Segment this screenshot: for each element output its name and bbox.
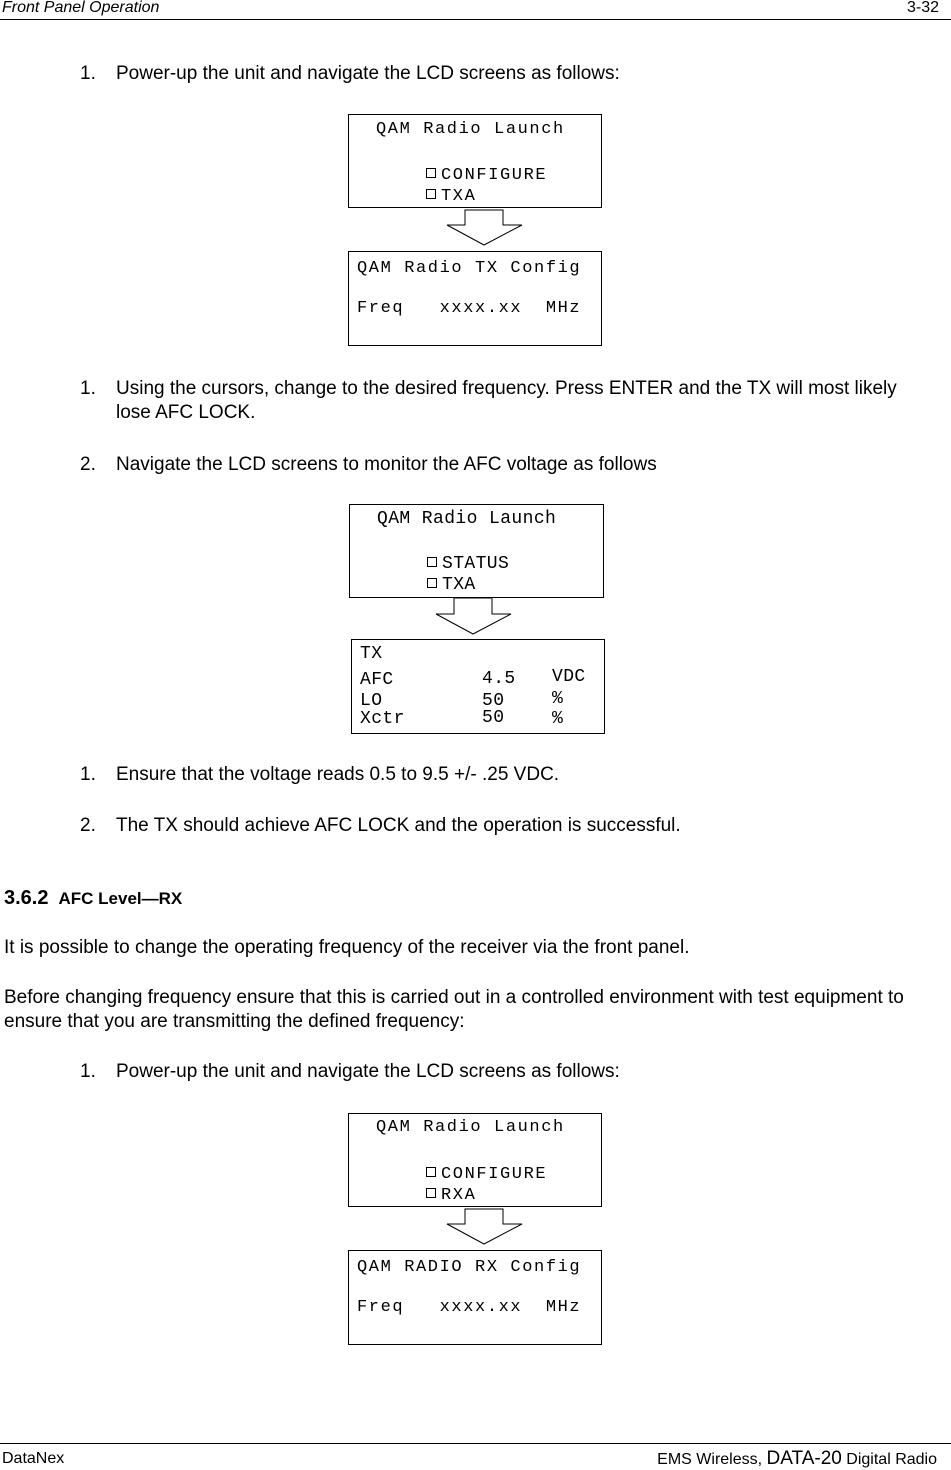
checkbox-icon (426, 168, 436, 178)
lcd-title: QAM Radio Launch (376, 120, 565, 139)
lcd-tx-config (348, 251, 602, 346)
header-rule (0, 19, 951, 20)
lcd-launch-rx (348, 1113, 602, 1207)
section-number: 3.6.2 (4, 887, 49, 909)
list-number: 1. (80, 1061, 96, 1082)
footer-product: EMS Wireless, DATA-20 Digital Radio (657, 1448, 937, 1469)
checkbox-icon (427, 578, 437, 588)
lcd-option-configure: CONFIGURE (426, 1166, 547, 1184)
lcd-row-value: 4.5 (482, 669, 516, 689)
list-number: 2. (80, 815, 96, 836)
lcd-launch-tx (348, 114, 602, 208)
lcd-title: QAM Radio Launch (377, 509, 557, 529)
body-paragraph: Before changing frequency ensure that this is carried out in a controlled environment with test equipment to ensure that you are transmitting the defined frequency: (4, 987, 904, 1032)
lcd-row-label: Xctr (360, 709, 405, 729)
lcd-row-unit: VDC (552, 667, 586, 687)
lcd-row-unit: % (552, 689, 564, 709)
checkbox-icon (426, 1188, 436, 1198)
body-paragraph: It is possible to change the operating frequency of the receiver via the front panel. (4, 937, 690, 958)
list-number: 1. (80, 378, 96, 399)
lcd-row-value: 50 (482, 708, 505, 728)
list-number: 1. (80, 63, 96, 84)
lcd-tx-status (351, 639, 605, 734)
section-title: AFC Level—RX (58, 889, 183, 908)
down-arrow-icon (445, 209, 525, 247)
list-number: 1. (80, 764, 96, 785)
list-text: Using the cursors, change to the desired frequency. Press ENTER and the TX will most likely lose AFC LOCK. (116, 378, 897, 423)
down-arrow-icon (434, 597, 514, 637)
list-text: Power-up the unit and navigate the LCD screens as follows: (116, 1061, 620, 1082)
checkbox-icon (427, 557, 437, 567)
footer-rule (0, 1443, 951, 1444)
lcd-row-label: LO (360, 691, 383, 711)
lcd-row-value: 50 (482, 691, 505, 711)
lcd-option-txa: TXA (427, 576, 476, 594)
lcd-freq: Freq xxxx.xx MHz (357, 299, 582, 318)
lcd-rx-config (348, 1250, 602, 1345)
lcd-title: TX (360, 644, 383, 664)
lcd-title: QAM RADIO RX Config (357, 1258, 582, 1277)
list-text: Ensure that the voltage reads 0.5 to 9.5 +/- .25 VDC. (116, 764, 560, 785)
page-number: 3-32 (906, 0, 939, 16)
header-title: Front Panel Operation (2, 0, 160, 16)
list-text: Navigate the LCD screens to monitor the AFC voltage as follows (116, 454, 657, 475)
list-text: Power-up the unit and navigate the LCD screens as follows: (116, 63, 620, 84)
lcd-option-rxa: RXA (426, 1187, 476, 1205)
down-arrow-icon (445, 1208, 525, 1246)
list-number: 2. (80, 454, 96, 475)
section-heading (4, 887, 182, 910)
list-text: The TX should achieve AFC LOCK and the operation is successful. (116, 815, 681, 836)
lcd-option-configure: CONFIGURE (426, 167, 547, 185)
lcd-row-unit: % (552, 709, 564, 729)
lcd-title: QAM Radio Launch (376, 1118, 565, 1137)
lcd-freq: Freq xxxx.xx MHz (357, 1298, 582, 1317)
checkbox-icon (426, 1167, 436, 1177)
checkbox-icon (426, 189, 436, 199)
lcd-row-label: AFC (360, 670, 394, 690)
lcd-title: QAM Radio TX Config (357, 259, 582, 278)
lcd-launch-status (349, 504, 604, 598)
lcd-option-txa: TXA (426, 188, 476, 206)
footer-company: DataNex (2, 1450, 65, 1467)
lcd-option-status: STATUS (427, 555, 509, 573)
